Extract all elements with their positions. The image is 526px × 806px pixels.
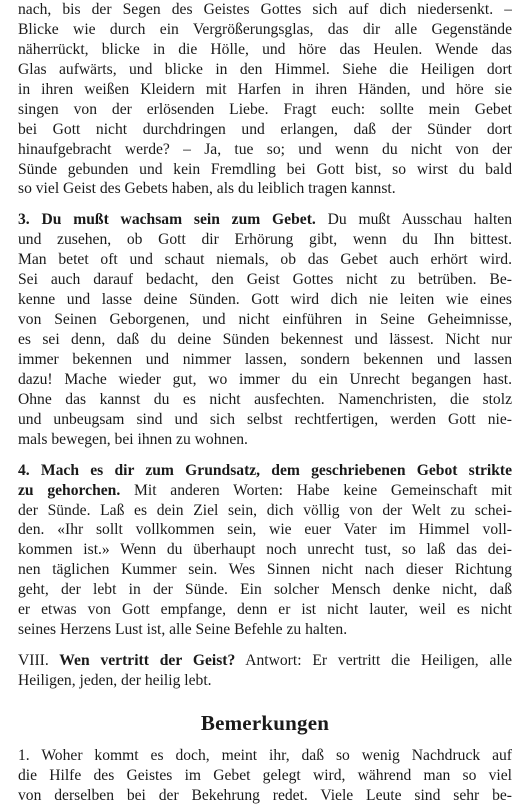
text-line: mals bewegen, bei ihnen zu wohnen. [18, 430, 248, 448]
paragraph-gap [18, 450, 512, 461]
paragraph-gap [18, 691, 512, 708]
paragraph-continuation [18, 0, 512, 199]
text-line: den. «Ihr sollt vollkommen sein, wie euer Vater im Himmel voll- [18, 521, 512, 539]
text-line [18, 210, 512, 230]
text-line: Blicke wie durch ein Vergrößerungsglas, das dir alle Gegenstände [18, 20, 512, 38]
text-line [18, 481, 512, 501]
section-viii-answer: Antwort: Er vertritt die Heiligen, alle [235, 652, 512, 670]
text-line: näherrückt, blicke in die Hölle, und höre das Heulen. Wende das [18, 40, 512, 58]
text-line: nen täglichen Kummer sein. Wes Sinnen nicht nach dieser Richtung [18, 561, 512, 579]
section-number: VIII. [18, 652, 49, 670]
text-line: bei Gott nicht durchdringen und erlangen, daß der Sünder dort [18, 120, 512, 138]
point-3-heading-rest: Du mußt Ausschau halten [315, 211, 512, 229]
paragraph-gap [18, 640, 512, 651]
text-line: der Sünde. Laß es dein Ziel sein, dich völlig von der Welt zu schei- [18, 501, 512, 519]
text-line: 1. Woher kommt es doch, meint ihr, daß so wenig Nachdruck auf [18, 746, 512, 764]
text-line: Sei auch darauf bedacht, den Geist Gottes nicht zu betrüben. Be- [18, 271, 512, 289]
paragraph-gap [18, 199, 512, 210]
text-line: nach, bis der Segen des Geistes Gottes sich auf dich niedersenkt. – [18, 1, 512, 18]
text-line: dazu! Mache wieder gut, wo immer du ein Unrecht begangen hast. [18, 370, 512, 388]
point-4-heading: 4. Mach es dir zum Grundsatz, dem geschriebenen Gebot strikte [18, 461, 512, 479]
heading-gap [18, 738, 512, 746]
text-line: Ohne das kannst du es nicht ausfechten. Namenchristen, die stolz [18, 390, 512, 408]
text-line: immer bekennen und nimmer lassen, sondern bekennen und lassen [18, 350, 512, 368]
text-line: seines Herzens Lust ist, alle Seine Befehle zu halten. [18, 621, 348, 639]
paragraph-remark-1 [18, 746, 512, 806]
text-line: hinaufgebracht werde? – Ja, tue so; und wenn du nicht von der [18, 140, 512, 158]
text-line: es sei denn, daß du deine Sünden bekennest und lässest. Nicht nur [18, 331, 512, 348]
paragraph-point-3 [18, 210, 512, 449]
text-line: und zusehen, ob Gott dir Erhörung gibt, wenn du Ihn bittest. [18, 231, 512, 249]
text-line: Heiligen, jeden, der heilig lebt. [18, 672, 212, 689]
text-line: Glas aufwärts, und blicke in den Himmel. Siehe die Heiligen dort [18, 60, 512, 78]
text-line: in ihren weißen Kleidern mit Harfen in ihren Händen, und höre sie [18, 80, 512, 98]
section-viii-question: Wen vertritt der Geist? [48, 652, 236, 670]
paragraph-point-4 [18, 461, 512, 640]
text-line: Man betet oft und schaut niemals, ob das Gebet auch erhört wird. [18, 251, 512, 269]
text-line: singen von der erlösenden Liebe. Fragt euch: sollte mein Gebet [18, 100, 512, 118]
text-line: kommen ist.» Wenn du überhaupt noch unrecht tust, so laß das dei- [18, 541, 512, 559]
text-line: so viel Geist des Gebets haben, als du leiblich tragen kannst. [18, 180, 396, 198]
point-3-heading: 3. Du mußt wachsam sein zum Gebet. [18, 211, 316, 229]
text-line: von Seinen Geborgenen, und nicht einführen in Seine Geheimnisse, [18, 311, 512, 329]
book-page [18, 0, 512, 806]
text-line [18, 651, 512, 671]
point-4-heading-end: zu gehorchen. [18, 481, 121, 499]
text-line: er etwas von Gott empfange, denn er ist nicht lauter, weil es nicht [18, 601, 512, 619]
text-line: geht, der lebt in der Sünde. Ein solcher Mensch denke nicht, daß [18, 581, 512, 599]
point-4-heading-rest: Mit anderen Worten: Habe keine Gemeinschaft mit [120, 481, 512, 499]
paragraph-section-viii [18, 651, 512, 691]
section-heading: Bemerkungen [200, 710, 330, 735]
text-line: von derselben bei der Bekehrung redet. Viele Leute sind sehr be- [18, 786, 512, 804]
text-line: und unbeugsam sind und sich selbst rechtfertigen, werden Gott nie- [18, 410, 512, 428]
text-line: Sünde gebunden und kein Fremdling bei Gott bist, so wirst du bald [18, 160, 512, 178]
text-line: die Hilfe des Geistes im Gebet gelegt wird, während man so viel [18, 766, 512, 784]
text-line: kenne und lasse deine Sünden. Gott wird dich nie leiten wie eines [18, 291, 512, 309]
